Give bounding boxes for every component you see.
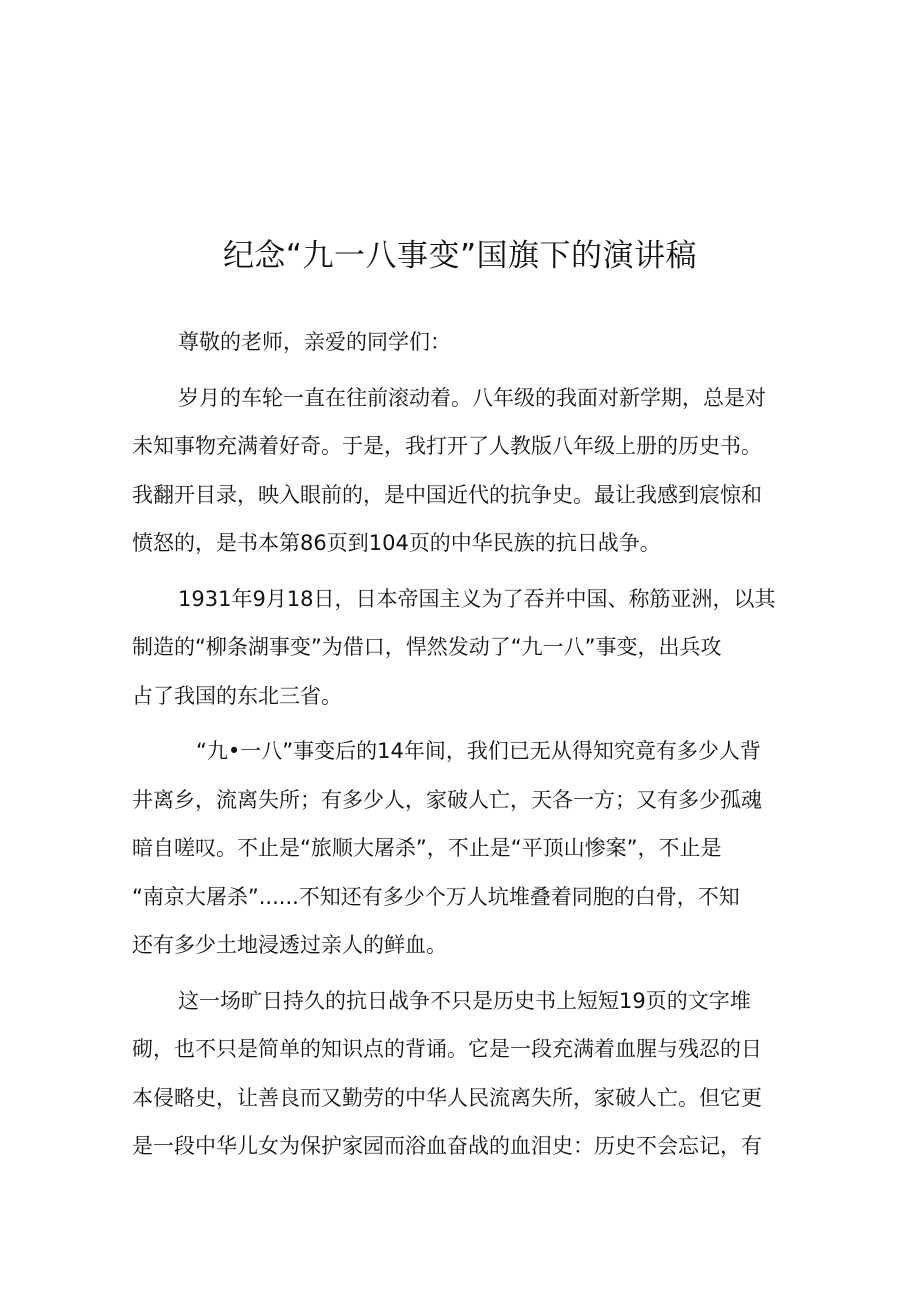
paragraph-line: 制造的“柳条湖事变”为借口，悍然发动了“九一八”事变，出兵攻	[132, 635, 722, 659]
paragraph-line: 1931年9月18日，日本帝国主义为了吞并中国、称筋亚洲，以其	[178, 586, 776, 611]
speech-body	[132, 318, 792, 1178]
paragraph-1	[132, 374, 792, 568]
paragraph-line: 还有多少土地浸透过亲人的鲜血。	[132, 933, 447, 957]
paragraph-line: 井离乡，流离失所；有多少人，家破人亡，天各一方；又有多少孤魂	[132, 787, 762, 812]
paragraph-line: 暗自嗟叹。不止是“旅顺大屠杀”，不止是“平顶山惨案”，不止是	[132, 836, 722, 860]
paragraph-2	[132, 575, 792, 721]
paragraph-line: 占了我国的东北三省。	[132, 683, 342, 708]
paragraph-line: 本侵略史，让善良而又勤劳的中华人民流离失所，家破人亡。但它更	[132, 1085, 762, 1110]
paragraph-line: 未知事物充满着好奇。于是，我打开了人教版八年级上册的历史书。	[132, 434, 762, 458]
paragraph-4	[132, 977, 792, 1171]
paragraph-line: “九•一八”事变后的14年间，我们已无从得知究竟有多少人背	[196, 739, 761, 763]
paragraph-line: 这一场旷日持久的抗日战争不只是历史书上短短19页的文字堆	[178, 988, 751, 1013]
greeting-line: 尊敬的老师，亲爱的同学们：	[178, 330, 451, 354]
paragraph-line: “南京大屠杀”......不知还有多少个万人坑堆叠着同胞的白骨，不知	[132, 884, 740, 909]
greeting-paragraph	[132, 318, 792, 367]
paragraph-line: 我翻开目录，映入眼前的，是中国近代的抗争史。最让我感到宸惊和	[132, 482, 762, 507]
paragraph-line: 砌，也不只是简单的知识点的背诵。它是一段充满着血腥与残忍的日	[132, 1037, 762, 1061]
document-title: 纪念“九一八事变”国旗下的演讲稿	[222, 238, 698, 274]
paragraph-line: 是一段中华儿女为保护家园而浴血奋战的血泪史：历史不会忘记，有	[132, 1134, 762, 1158]
paragraph-line: 愤怒的，是书本第86页到104页的中华民族的抗日战争。	[132, 531, 661, 555]
paragraph-line: 岁月的车轮一直在往前滚动着。八年级的我面对新学期，总是对	[178, 385, 766, 410]
paragraph-3	[132, 727, 792, 970]
